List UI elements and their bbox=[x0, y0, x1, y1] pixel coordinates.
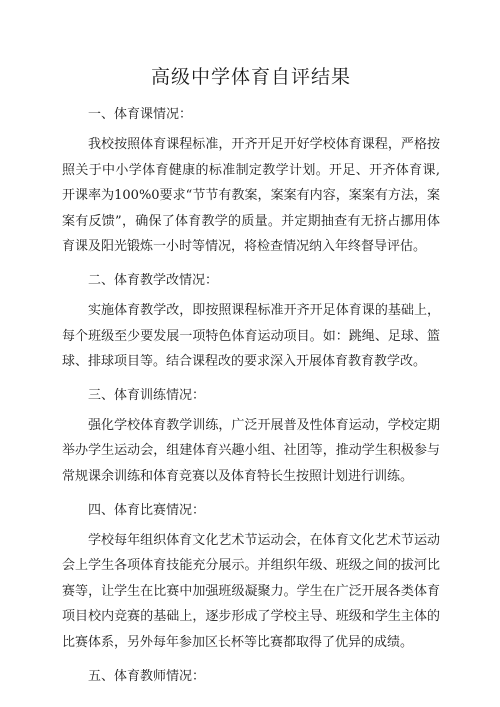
section-heading: 一、体育课情况： bbox=[88, 107, 193, 122]
section-heading: 二、体育教学改情况： bbox=[88, 272, 219, 288]
section-body: 我校按照体育课程标准，开齐开足开好学校体育课程，严格按照关于中小学体育健康的标准制定教学计划。开足、开齐体育课,开课率为100%0要求“节节有教案，案案有内容，案案有方法，案案有反馈”，确保了体育教学的质量。并定期抽查有无挤占挪用体育课及阳光锻炼一小时等情况，将检查情况纳入年终督导评估。 bbox=[62, 137, 440, 255]
section-training bbox=[62, 383, 440, 490]
section-pe-classes bbox=[62, 102, 440, 260]
section-teachers bbox=[62, 664, 440, 690]
section-heading: 四、体育比赛情况： bbox=[88, 502, 206, 518]
section-body: 实施体育教学改，即按照课程标准开齐开足体育课的基础上，每个班级至少要发展一项特色体育运动项目。如：跳绳、足球、篮球、排球项目等。结合课程改的要求深入开展体育教育教学改。 bbox=[62, 302, 440, 370]
section-body: 学校每年组织体育文化艺术节运动会，在体育文化艺术节运动会上学生各项体育技能充分展示。并组织年级、班级之间的拔河比赛等，让学生在比赛中加强班级凝聚力。学生在广泛开展各类体育项目校内竞赛的基础上，逐步形成了学校主导、班级和学生主体的比赛体系，另外每年参加区长杯等比赛都取得了优异的成绩。 bbox=[62, 532, 440, 650]
section-teaching-reform bbox=[62, 268, 440, 375]
section-heading: 五、体育教师情况： bbox=[88, 668, 206, 684]
section-body: 强化学校体育教学训练，广泛开展普及性体育运动，学校定期举办学生运动会，组建体育兴趣小组、社团等，推动学生积极参与常规课余训练和体育竞赛以及体育特长生按照计划进行训练。 bbox=[62, 417, 440, 484]
document-title: 高级中学体育自评结果 bbox=[150, 66, 351, 88]
section-competitions bbox=[62, 498, 440, 656]
section-heading: 三、体育训练情况： bbox=[88, 387, 206, 403]
